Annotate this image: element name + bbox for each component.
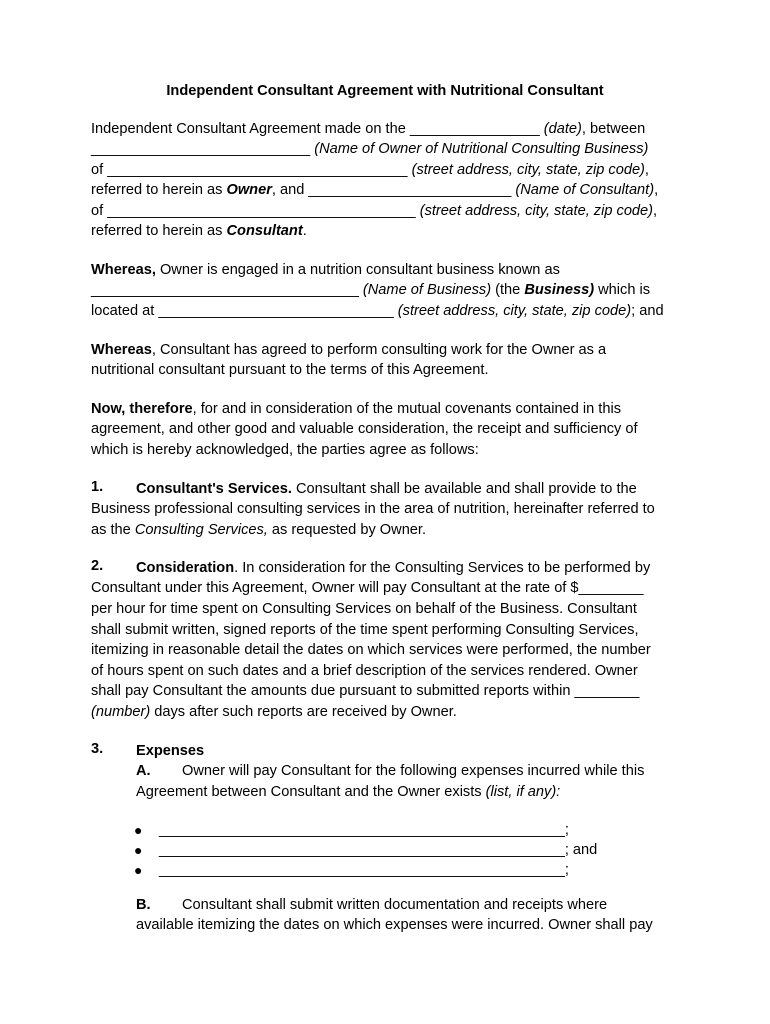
whereas2-line-1: Whereas, Consultant has agreed to perform consulting work for the Owner as a (91, 342, 607, 358)
intro-line-3: of _____________________________________ (street address, city, state, zip code), (91, 162, 649, 178)
expense-blank-2: __________________________________________________; and (159, 842, 598, 858)
expense-blank-3: __________________________________________________; (159, 862, 569, 878)
section-2-line-4: shall submit written, signed reports of the time spent performing Consulting Services, (91, 622, 639, 638)
now-line-2: agreement, and other good and valuable consideration, the receipt and sufficiency of (91, 421, 638, 437)
section-2-line-8: (number) days after such reports are received by Owner. (91, 704, 457, 720)
whereas1-line-2: _________________________________ (Name of Business) (the Business) which is (91, 282, 651, 298)
intro-line-6: referred to herein as Consultant. (91, 223, 307, 239)
section-2-line-3: per hour for time spent on Consulting Services on behalf of the Business. Consultant (91, 601, 637, 617)
section-2-number: 2. (91, 558, 104, 574)
subsection-a-line-1: Owner will pay Consultant for the following expenses incurred while this (182, 763, 645, 779)
bullet-icon: ● (134, 822, 143, 838)
subsection-a-label: A. (136, 763, 151, 779)
now-line-1: Now, therefore, for and in consideration of the mutual covenants contained in this (91, 401, 621, 417)
section-2-line-7: shall pay Consultant the amounts due pursuant to submitted reports within ________ (91, 683, 640, 699)
whereas2-line-2: nutritional consultant pursuant to the terms of this Agreement. (91, 362, 489, 378)
document-title: Independent Consultant Agreement with Nutritional Consultant (166, 83, 604, 99)
section-1-number: 1. (91, 479, 104, 495)
section-1-line-1: Consultant's Services. Consultant shall be available and shall provide to the (136, 481, 637, 497)
subsection-b-label: B. (136, 897, 151, 913)
intro-line-2: ___________________________ (Name of Owner of Nutritional Consulting Business) (91, 141, 649, 157)
subsection-a-line-2: Agreement between Consultant and the Owner exists (list, if any): (136, 784, 561, 800)
subsection-b-line-2: available itemizing the dates on which expenses were incurred. Owner shall pay (136, 917, 653, 933)
whereas1-line-3: located at _____________________________ (street address, city, state, zip code); and (91, 303, 664, 319)
section-3-number: 3. (91, 741, 104, 757)
now-line-3: which is hereby acknowledged, the parties agree as follows: (91, 442, 479, 458)
subsection-b-line-1: Consultant shall submit written documentation and receipts where (182, 897, 608, 913)
section-2-line-6: of hours spent on such dates and a brief description of the services rendered. Owner (91, 663, 638, 679)
bullet-icon: ● (134, 842, 143, 858)
intro-line-4: referred to herein as Owner, and _________________________ (Name of Consultant), (91, 182, 659, 198)
section-2-line-1: Consideration. In consideration for the Consulting Services to be performed by (136, 560, 651, 576)
intro-line-5: of ______________________________________ (street address, city, state, zip code), (91, 203, 658, 219)
section-1-line-3: as the Consulting Services, as requested by Owner. (91, 522, 427, 538)
section-2-line-5: itemizing in reasonable detail the dates on which services were performed, the number (91, 642, 651, 658)
intro-line-1: Independent Consultant Agreement made on the ________________ (date), between (91, 121, 646, 137)
expense-blank-1: __________________________________________________; (159, 822, 569, 838)
section-3-heading: Expenses (136, 743, 205, 759)
bullet-icon: ● (134, 862, 143, 878)
section-1-line-2: Business professional consulting services in the area of nutrition, hereinafter referred to (91, 501, 655, 517)
section-2-line-2: Consultant under this Agreement, Owner will pay Consultant at the rate of $________ (91, 580, 644, 596)
whereas1-line-1: Whereas, Owner is engaged in a nutrition consultant business known as (91, 262, 560, 278)
